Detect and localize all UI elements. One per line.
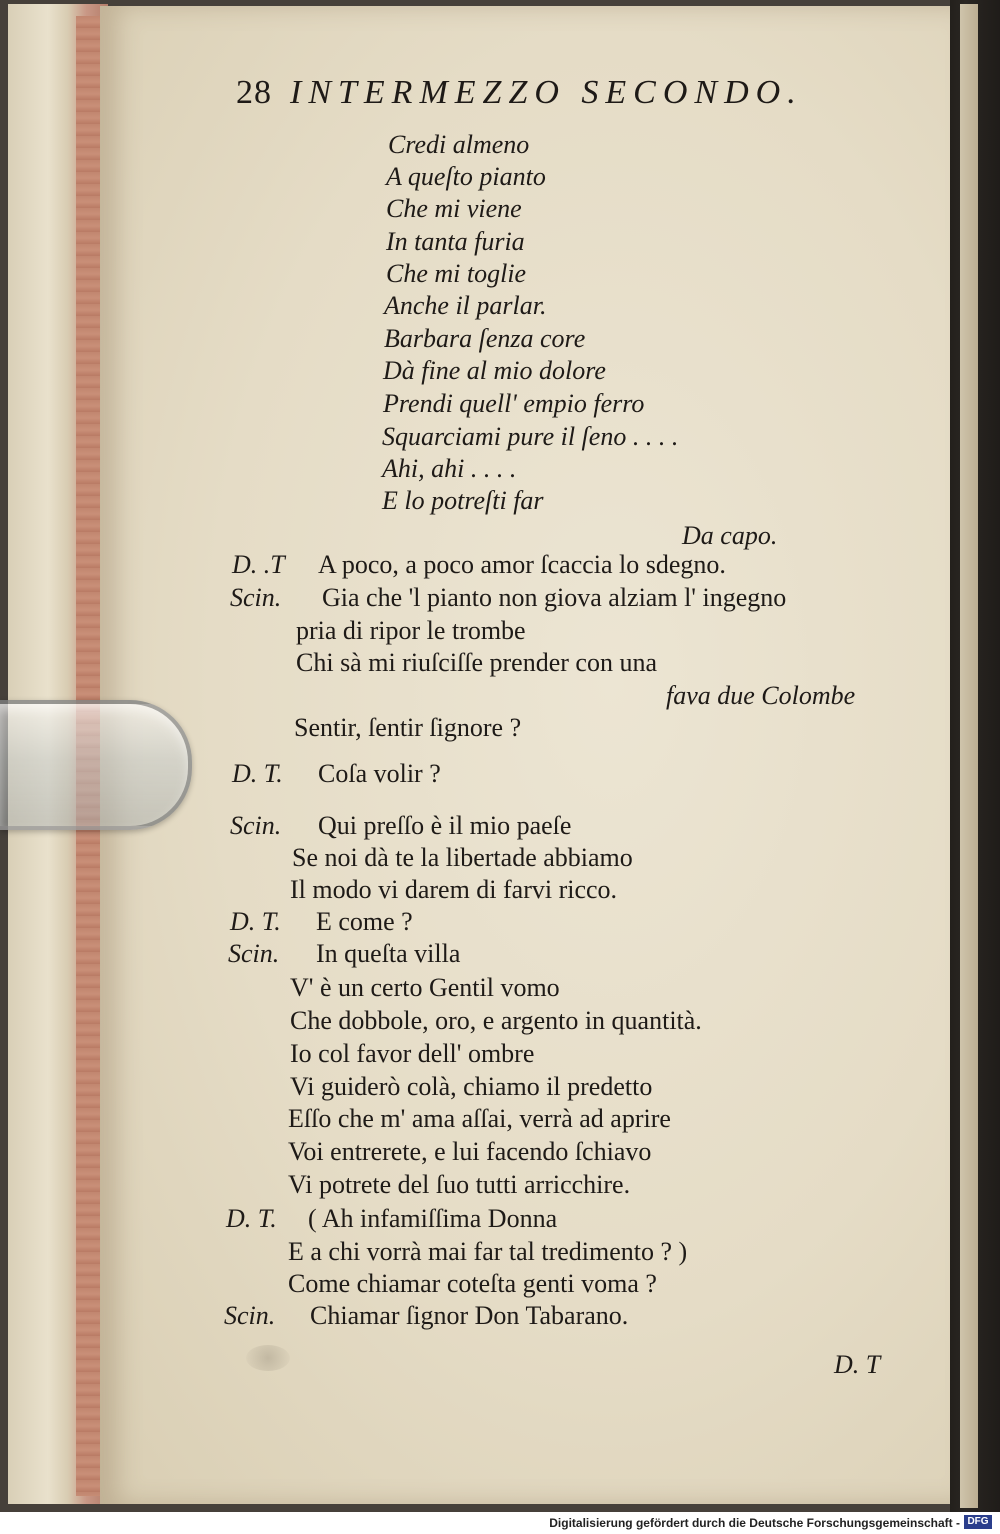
catchword: D. T	[834, 1350, 881, 1379]
dialogue-line: Gia che 'l pianto non giova alziam l' ingegno	[322, 583, 787, 612]
speaker-label: D. .T	[232, 550, 285, 579]
dialogue-line: Vi guiderò colà, chiamo il predetto	[290, 1072, 653, 1101]
dialogue-line: A poco, a poco amor ſcaccia lo sdegno.	[318, 550, 726, 579]
dialogue-line: Sentir, ſentir ſignore ?	[294, 713, 522, 742]
dialogue-line: Eſſo che m' ama aſſai, verrà ad aprire	[288, 1104, 671, 1133]
dialogue-line: Vi potrete del ſuo tutti arricchire.	[288, 1170, 631, 1199]
dialogue-line: fava due Colombe	[666, 681, 856, 710]
aria-line: Che mi viene	[386, 194, 522, 223]
dialogue-line: Il modo vi darem di farvi ricco.	[290, 875, 618, 904]
dialogue-line: Chiamar ſignor Don Tabarano.	[310, 1301, 629, 1330]
dialogue-line: V' è un certo Gentil vomo	[290, 973, 560, 1002]
speaker-label: D. T.	[226, 1204, 277, 1233]
aria-line: Prendi quell' empio ferro	[383, 389, 645, 418]
funding-credit: Digitalisierung gefördert durch die Deutsche Forschungsgemeinschaft -	[549, 1516, 960, 1530]
header-title: INTERMEZZO SECONDO.	[290, 74, 803, 111]
dialogue-line: E come ?	[316, 907, 413, 936]
dialogue-line: Voi entrerete, e lui facendo ſchiavo	[288, 1137, 652, 1166]
page-number: 28	[236, 74, 272, 111]
dialogue-line: Se noi dà te la libertade abbiamo	[292, 843, 633, 872]
dialogue-line: Io col favor dell' ombre	[290, 1039, 535, 1068]
dialogue-line: ( Ah infamiſſima Donna	[308, 1204, 558, 1233]
dialogue-line: pria di ripor le trombe	[296, 616, 526, 645]
aria-line: Barbara ſenza core	[384, 324, 586, 353]
aria-line: Che mi toglie	[386, 259, 527, 288]
speaker-label: D. T.	[230, 907, 281, 936]
ink-blot	[246, 1345, 290, 1371]
dialogue-line: E a chi vorrà mai far tal tredimento ? )	[288, 1237, 688, 1266]
aria-line: Anche il parlar.	[384, 291, 547, 320]
dialogue-line: Come chiamar coteſta genti voma ?	[288, 1269, 657, 1298]
aria-line: In tanta furia	[386, 227, 525, 256]
running-header	[236, 74, 803, 112]
speaker-label: Scin.	[230, 583, 282, 612]
aria-line: Squarciami pure il ſeno . . . .	[382, 422, 679, 451]
dialogue-line: Che dobbole, oro, e argento in quantità.	[290, 1006, 702, 1035]
aria-line: A queſto pianto	[386, 162, 546, 191]
aria-line: Ahi, ahi . . . .	[382, 454, 517, 483]
aria-line: Credi almeno	[388, 130, 530, 159]
speaker-label: Scin.	[228, 939, 280, 968]
page-holder-clip	[0, 700, 192, 830]
dialogue-line: Qui preſſo è il mio paeſe	[318, 811, 572, 840]
speaker-label: Scin.	[224, 1301, 276, 1330]
aria-line: E lo potreſti far	[382, 486, 544, 515]
aria-line: Dà fine al mio dolore	[383, 356, 606, 385]
speaker-label: D. T.	[232, 759, 283, 788]
dfg-logo: DFG	[964, 1515, 992, 1529]
dialogue-line: In queſta villa	[316, 939, 461, 968]
speaker-label: Scin.	[230, 811, 282, 840]
facing-page-edge	[950, 0, 1000, 1512]
dialogue-line: Coſa volir ?	[318, 759, 441, 788]
dialogue-line: Chi sà mi riuſciſſe prender con una	[296, 648, 658, 677]
da-capo: Da capo.	[682, 521, 778, 550]
